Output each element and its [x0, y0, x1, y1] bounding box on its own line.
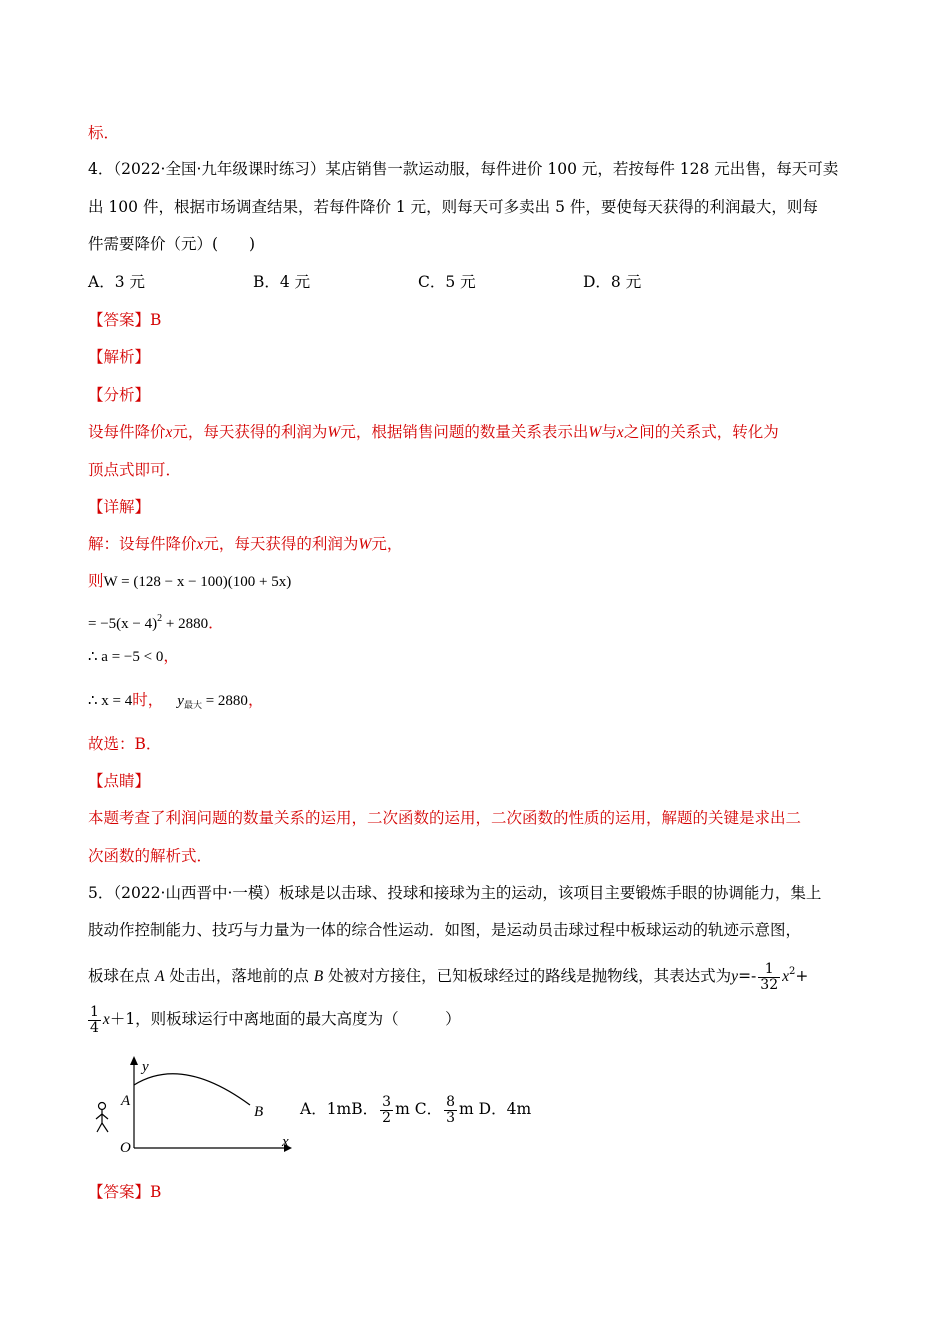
question-5-line-4 [88, 1004, 461, 1036]
var-x: x [102, 1011, 110, 1028]
option-a: A．1m [300, 1100, 352, 1118]
var-w: W [588, 424, 602, 441]
option-c: C． [414, 1100, 443, 1118]
answer-4: 【答案】B [88, 311, 162, 329]
question-5-line-2: 肢动作控制能力、技巧与力量为一体的综合性运动．如图，是运动员击球过程中板球运动的轨迹示意图， [88, 921, 802, 939]
question-4-line-3: 件需要降价（元）( ) [88, 235, 256, 253]
text-span: 元，每天获得的利润为 [203, 535, 359, 553]
numerator: 8 [446, 1093, 456, 1110]
xiangjie-heading-4: 【详解】 [88, 498, 151, 516]
text-span: 与 [601, 423, 617, 441]
text-span: ． [208, 614, 224, 632]
superscript: 2 [789, 966, 796, 977]
unit: m [459, 1100, 474, 1118]
origin-label: O [120, 1140, 131, 1156]
answer-5: 【答案】B [88, 1183, 162, 1201]
unit: m [395, 1100, 410, 1118]
denominator: 4 [90, 1019, 99, 1036]
question-4-line-1: 4．（2022·全国·九年级课时练习）某店销售一款运动服，每件进价 100 元，若按每件 128 元出售，每天可卖 [88, 160, 839, 178]
point-b-label: B [254, 1104, 264, 1120]
superscript: 2 [157, 613, 163, 624]
text-span: =- [738, 967, 757, 985]
denominator: 2 [382, 1109, 392, 1126]
equation-4 [88, 689, 263, 717]
fenxi-4-line-2: 顶点式即可． [88, 461, 182, 479]
numerator: 1 [758, 962, 780, 978]
text-span: 元，根据销售问题的数量关系表示出 [340, 423, 589, 441]
equation-text: ∴ x = 4 [88, 693, 133, 709]
text-span: ＋1，则板球运行中离地面的最大高度为（ ） [109, 1010, 461, 1028]
conclusion-4: 故选：B． [88, 735, 162, 753]
option-b: B． [351, 1100, 379, 1118]
trajectory-figure [88, 1053, 293, 1157]
var-y: y [177, 693, 184, 709]
equation-text: W = (128 − x − 100)(100 + 5x) [103, 574, 292, 590]
question-4-options [88, 271, 788, 293]
option-c: C．5 元 [418, 273, 476, 291]
player-icon [96, 1103, 108, 1133]
subscript: 最大 [183, 701, 202, 711]
text-span: 之间的关系式，转化为 [623, 423, 779, 441]
text-span: 元， [371, 535, 403, 553]
question-5-options [300, 1094, 531, 1126]
text-span: 设每件降价 [88, 423, 166, 441]
option-d: D．8 元 [583, 273, 642, 291]
fenxi-4-line-1 [88, 421, 779, 444]
analysis-heading-4: 【解析】 [88, 348, 151, 366]
point-a: A [154, 968, 165, 985]
point-b: B [313, 968, 324, 985]
option-d: D．4m [478, 1100, 532, 1118]
question-5-line-1: 5．（2022·山西晋中·一模）板球是以击球、投球和接球为主的运动，该项目主要锻炼手眼的协调能力，集上 [88, 884, 822, 902]
dianjing-4-line-1: 本题考查了利润问题的数量关系的运用，二次函数的运用，二次函数的性质的运用，解题的关键是求出二 [88, 809, 802, 827]
numerator: 1 [90, 1003, 99, 1020]
point-a-label: A [121, 1093, 131, 1109]
var-w: W [358, 536, 372, 553]
denominator: 3 [446, 1109, 456, 1126]
var-w: W [327, 424, 341, 441]
text-span: 则 [88, 572, 104, 590]
fraction-3-2 [380, 1095, 393, 1126]
text-span: 时， [132, 691, 164, 709]
var-x: x [165, 424, 173, 441]
dianjing-4-line-2: 次函数的解析式． [88, 847, 213, 865]
var-x: x [196, 536, 204, 553]
equation-3 [88, 645, 179, 668]
question-5-line-3 [88, 957, 808, 993]
text-span: 处被对方接住，已知板球经过的路线是抛物线，其表达式为 [323, 967, 732, 985]
text-span: 解：设每件降价 [88, 535, 197, 553]
question-4-line-2: 出 100 件，根据市场调查结果，若每件降价 1 元，则每天可多卖出 5 件，要使每天获得的利润最大，则每 [88, 198, 818, 216]
equation-1 [88, 570, 291, 593]
text-span: + [795, 967, 809, 985]
x-axis-label: x [282, 1134, 289, 1150]
fraction-1-32 [758, 962, 780, 993]
equation-text: + 2880 [162, 616, 209, 632]
var-y: y [731, 968, 739, 985]
dianjing-heading-4: 【点睛】 [88, 772, 151, 790]
fraction-8-3 [444, 1095, 457, 1126]
y-axis-arrow [130, 1056, 138, 1065]
y-axis-label: y [142, 1059, 149, 1075]
text-span: 板球在点 [88, 967, 155, 985]
equation-text: = 2880 [201, 693, 248, 709]
text-span: 元，每天获得的利润为 [172, 423, 328, 441]
text-span: 处击出，落地前的点 [164, 967, 314, 985]
equation-text: = −5(x − 4) [88, 616, 158, 632]
option-a: A．3 元 [88, 273, 145, 291]
equation-2 [88, 608, 224, 635]
text-span: ， [163, 647, 179, 665]
equation-text: ∴ a = −5 < 0 [88, 649, 164, 665]
denominator: 32 [760, 976, 779, 993]
continued-line: 标． [88, 124, 120, 142]
text-span: ， [247, 691, 264, 709]
xiangjie-4-line-1 [88, 533, 402, 556]
option-b: B．4 元 [253, 273, 311, 291]
ball-trajectory [134, 1074, 250, 1105]
var-x: x [782, 968, 790, 985]
var-x: x [616, 424, 624, 441]
fraction-1-4 [88, 1005, 101, 1036]
fenxi-heading-4: 【分析】 [88, 386, 151, 404]
numerator: 3 [382, 1093, 392, 1110]
